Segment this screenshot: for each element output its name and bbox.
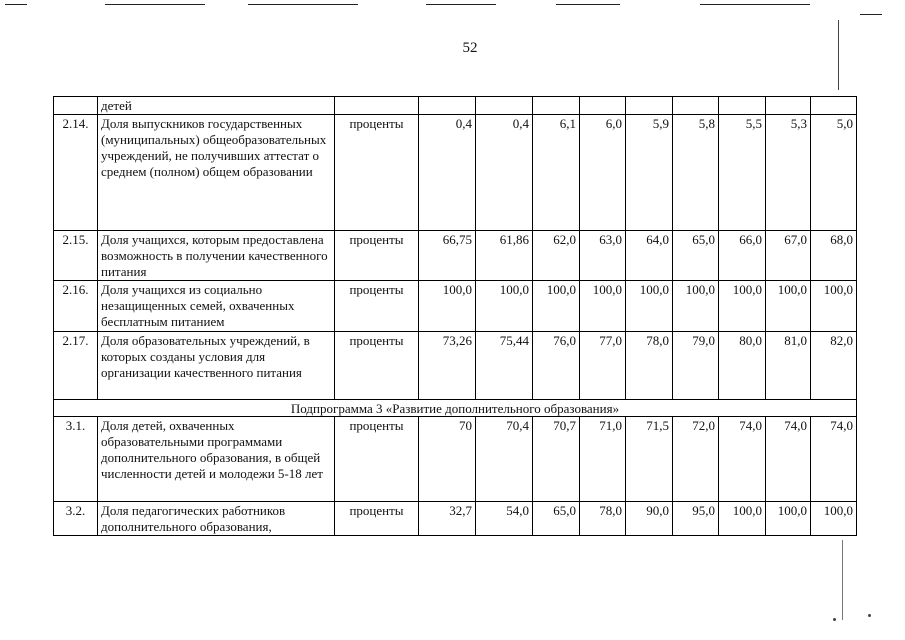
indicators-table (53, 96, 857, 536)
table-row (54, 417, 857, 502)
indicator-value (811, 97, 857, 115)
indicator-value: 68,0 (811, 231, 857, 281)
indicator-value (580, 97, 626, 115)
header-rule-5 (556, 4, 620, 5)
indicator-value: 73,26 (419, 332, 476, 400)
row-number (54, 97, 98, 115)
indicator-value: 100,0 (811, 502, 857, 536)
indicator-value: 61,86 (476, 231, 533, 281)
header-rule-6 (700, 4, 810, 5)
indicator-value (673, 97, 719, 115)
indicator-value: 78,0 (580, 502, 626, 536)
header-rule-1 (5, 4, 27, 5)
indicator-value (719, 97, 766, 115)
binding-edge-line-lower (842, 540, 843, 620)
indicator-value: 82,0 (811, 332, 857, 400)
table-row (54, 281, 857, 332)
indicator-value: 100,0 (719, 281, 766, 332)
indicator-value: 66,75 (419, 231, 476, 281)
indicator-value: 67,0 (766, 231, 811, 281)
indicator-value: 72,0 (673, 417, 719, 502)
table-row (54, 97, 857, 115)
table-row (54, 115, 857, 231)
scan-dot (868, 614, 871, 617)
row-number: 3.2. (54, 502, 98, 536)
indicator-value: 100,0 (533, 281, 580, 332)
unit (335, 97, 419, 115)
indicator-value: 74,0 (719, 417, 766, 502)
indicator-name: Доля выпускников государственных (муниципальных) общеобразовательных учреждений, не получивших аттестат о среднем (полном) общем образовании (98, 115, 335, 231)
indicator-value: 63,0 (580, 231, 626, 281)
indicator-value: 65,0 (533, 502, 580, 536)
indicator-value: 79,0 (673, 332, 719, 400)
unit: проценты (335, 502, 419, 536)
unit: проценты (335, 115, 419, 231)
indicator-value: 70 (419, 417, 476, 502)
indicator-value: 100,0 (766, 502, 811, 536)
indicator-value: 70,7 (533, 417, 580, 502)
indicator-value: 32,7 (419, 502, 476, 536)
indicator-value: 100,0 (580, 281, 626, 332)
rows-after (54, 417, 857, 536)
row-number: 2.15. (54, 231, 98, 281)
indicator-value (766, 97, 811, 115)
indicator-value: 100,0 (766, 281, 811, 332)
indicator-value: 90,0 (626, 502, 673, 536)
indicator-value: 100,0 (419, 281, 476, 332)
indicator-value: 6,1 (533, 115, 580, 231)
unit: проценты (335, 231, 419, 281)
indicator-value (533, 97, 580, 115)
indicator-value: 6,0 (580, 115, 626, 231)
row-number: 2.17. (54, 332, 98, 400)
indicator-value: 5,5 (719, 115, 766, 231)
indicator-value: 74,0 (766, 417, 811, 502)
row-number: 3.1. (54, 417, 98, 502)
table-row (54, 231, 857, 281)
unit: проценты (335, 281, 419, 332)
page-number: 52 (462, 40, 478, 56)
indicator-value: 80,0 (719, 332, 766, 400)
table-row (54, 502, 857, 536)
header-rule-3 (248, 4, 358, 5)
indicator-value: 5,0 (811, 115, 857, 231)
indicator-name: Доля учащихся из социально незащищенных семей, охваченных бесплатным питанием (98, 281, 335, 332)
indicator-value (626, 97, 673, 115)
indicator-value (419, 97, 476, 115)
indicator-value: 0,4 (419, 115, 476, 231)
indicator-value: 65,0 (673, 231, 719, 281)
indicator-value: 5,3 (766, 115, 811, 231)
indicator-name: Доля образовательных учреждений, в которых созданы условия для организации качественного питания (98, 332, 335, 400)
indicator-value: 95,0 (673, 502, 719, 536)
indicator-name: детей (98, 97, 335, 115)
header-rule-2 (105, 4, 205, 5)
indicator-value: 75,44 (476, 332, 533, 400)
indicator-name: Доля педагогических работников дополнительного образования, (98, 502, 335, 536)
indicator-value: 5,9 (626, 115, 673, 231)
indicator-value: 100,0 (719, 502, 766, 536)
indicator-value: 77,0 (580, 332, 626, 400)
indicator-value: 81,0 (766, 332, 811, 400)
unit: проценты (335, 417, 419, 502)
header-rule-4 (426, 4, 496, 5)
indicator-value: 71,5 (626, 417, 673, 502)
unit: проценты (335, 332, 419, 400)
indicator-value: 100,0 (673, 281, 719, 332)
indicator-value: 100,0 (811, 281, 857, 332)
header-rule-7 (860, 14, 882, 15)
table-row (54, 332, 857, 400)
indicator-value: 100,0 (626, 281, 673, 332)
indicator-value: 76,0 (533, 332, 580, 400)
indicator-value: 0,4 (476, 115, 533, 231)
row-number: 2.16. (54, 281, 98, 332)
row-number: 2.14. (54, 115, 98, 231)
indicator-value (476, 97, 533, 115)
indicator-value: 70,4 (476, 417, 533, 502)
indicator-name: Доля детей, охваченных образовательными программами дополнительного образования, в общей численности детей и молодежи 5-18 лет (98, 417, 335, 502)
indicator-value: 66,0 (719, 231, 766, 281)
subprogram-heading: Подпрограмма 3 «Развитие дополнительного образования» (54, 400, 857, 417)
indicator-value: 62,0 (533, 231, 580, 281)
rows-before (54, 97, 857, 400)
indicator-value: 71,0 (580, 417, 626, 502)
indicator-value: 74,0 (811, 417, 857, 502)
indicator-value: 5,8 (673, 115, 719, 231)
indicator-value: 78,0 (626, 332, 673, 400)
scan-dot (833, 618, 836, 621)
subprogram-row (54, 400, 857, 417)
indicator-value: 64,0 (626, 231, 673, 281)
indicator-value: 54,0 (476, 502, 533, 536)
indicator-value: 100,0 (476, 281, 533, 332)
indicator-name: Доля учащихся, которым предоставлена возможность в получении качественного питания (98, 231, 335, 281)
